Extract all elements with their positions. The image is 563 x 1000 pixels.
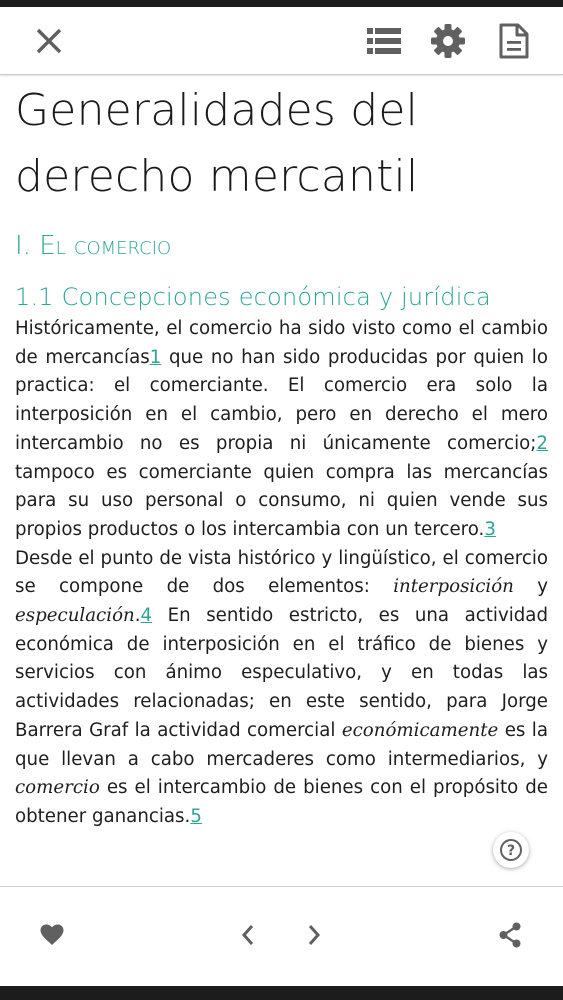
help-label: ?: [506, 843, 516, 859]
article-title: Generalidades del derecho mercantil: [15, 85, 419, 202]
favorite-button[interactable]: [30, 913, 74, 957]
section-heading: I. El comercio: [15, 231, 172, 261]
paragraph-1: Históricamente, el comercio ha sido visto como el cambio de mercancías1 que no han sido producidas por quien lo practica: el comerciante. El comercio era solo la interposición en el cambio, pero en derecho el mero intercambio no es propia ni únicamente comercio;2 tampoco es comerciante quien compra las mercancías para su uso personal o consumo, ni quien vende sus propios productos o los intercambia con un tercero.3: [15, 318, 548, 540]
settings-button[interactable]: [424, 17, 472, 65]
footnote-link-4[interactable]: 4: [140, 605, 153, 627]
chevron-left-icon: [240, 923, 256, 947]
paragraph-2: Desde el punto de vista histórico y lingüístico, el comercio se compone de dos elementos: interposición y especulación.4 En sentido estricto, es una actividad económica de interposición en el tráfico de bienes y servicios con ánimo especulativo, y en todas las actividades relacionadas; en este sentido, para Jorge Barrera Graf la actividad comercial económicamente es la que llevan a cabo mercaderes como intermediarios, y comercio es el intercambio de bienes con el propósito de obtener ganancias.5: [15, 547, 549, 827]
bottom-toolbar: [0, 886, 563, 986]
list-icon: [367, 27, 401, 55]
footnote-link-3[interactable]: 3: [484, 518, 496, 540]
share-icon: [498, 922, 522, 948]
share-button[interactable]: [488, 913, 532, 957]
top-toolbar: [0, 7, 563, 75]
table-of-contents-button[interactable]: [360, 17, 408, 65]
chevron-right-icon: [306, 923, 322, 947]
status-strip: [0, 0, 563, 7]
footnote-link-2[interactable]: 2: [536, 432, 548, 454]
navigation-strip: [0, 986, 563, 1000]
footnote-link-1[interactable]: 1: [149, 346, 162, 368]
close-button[interactable]: [25, 17, 73, 65]
footnote-link-5[interactable]: 5: [190, 805, 202, 827]
previous-page-button[interactable]: [226, 913, 270, 957]
close-icon: [35, 27, 63, 55]
help-icon: [499, 838, 523, 862]
help-button[interactable]: [493, 832, 529, 868]
heart-icon: [40, 924, 64, 946]
subsection-heading: 1.1 Concepciones económica y jurídica: [15, 283, 491, 311]
gear-icon: [430, 23, 466, 59]
article-content: [0, 76, 563, 886]
next-page-button[interactable]: [292, 913, 336, 957]
document-button[interactable]: [490, 17, 538, 65]
document-icon: [499, 23, 529, 59]
